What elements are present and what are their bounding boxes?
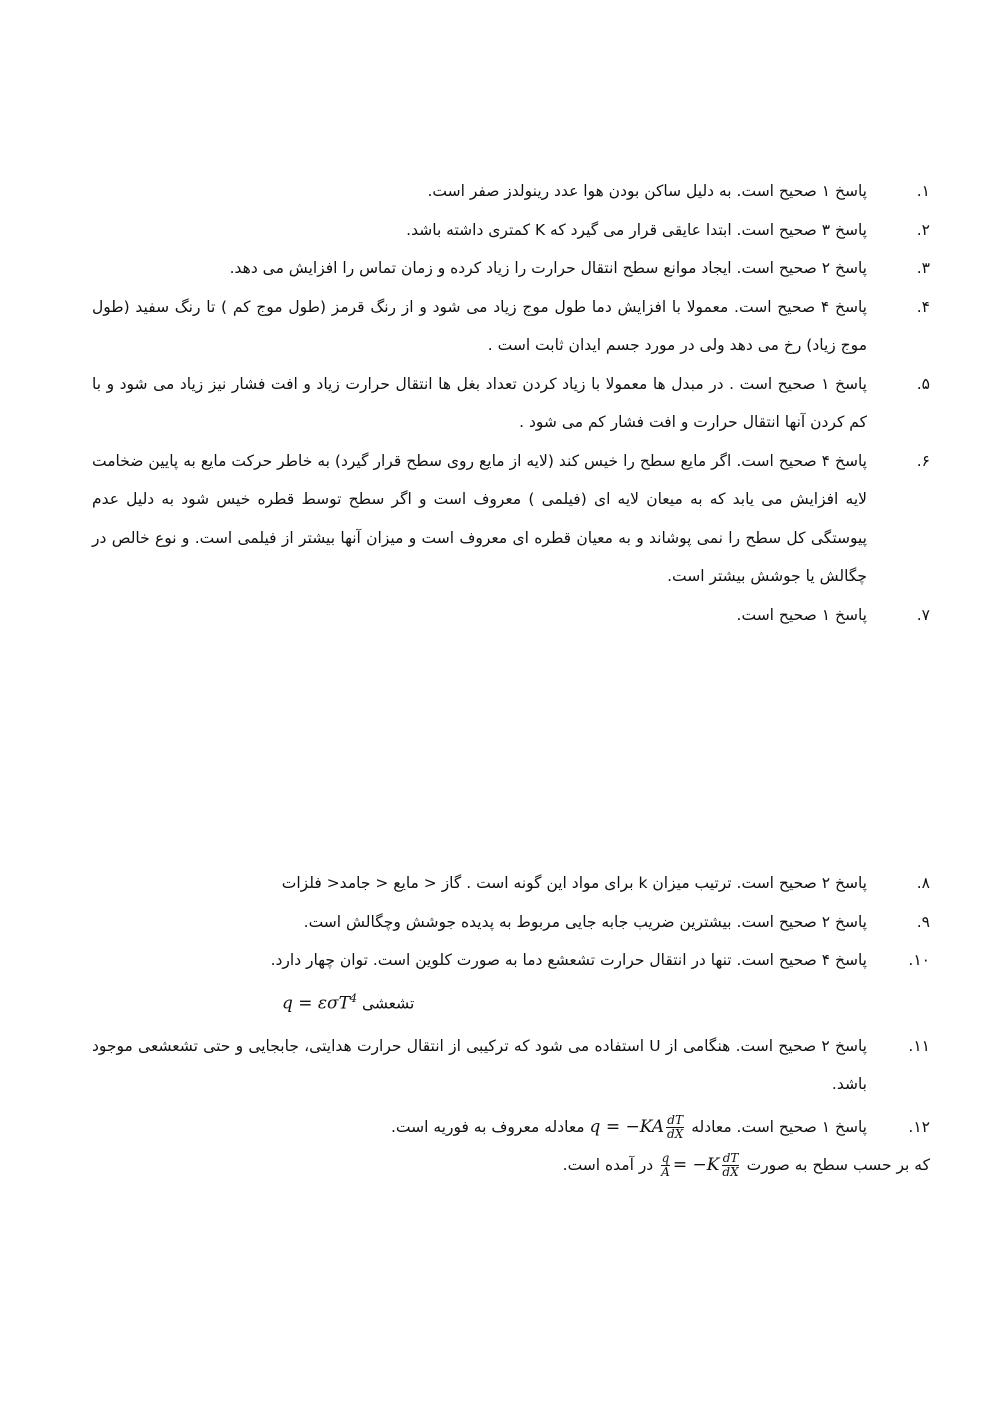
fraction-denominator: dX xyxy=(722,1165,739,1180)
answer-item-11 xyxy=(92,1027,930,1104)
answer-item-1 xyxy=(92,172,930,211)
answer-item-4 xyxy=(92,288,930,365)
formula-exponent: 4 xyxy=(350,991,357,1005)
answer-text: پاسخ ۲ صحیح است. هنگامی از U استفاده می شود که ترکیبی از انتقال حرارت هدایتی، جابجایی و حتی تشعشعی موجود باشد. xyxy=(92,1036,867,1094)
answer-item-9 xyxy=(92,903,930,942)
answer-item-8 xyxy=(92,864,930,903)
heat-flux-formula xyxy=(658,1146,742,1185)
line2-prefix: که بر حسب سطح به صورت xyxy=(746,1156,930,1175)
answer-text: پاسخ ۱ صحیح است . در مبدل ها معمولا با زیاد کردن تعداد بغل ها انتقال حرارت زیاد و افت فشار نیز زیاد می شود و با کم کردن آنها انتقال حرارت و افت فشار کم می شود . xyxy=(92,374,867,431)
answer-number: ۱۲. xyxy=(908,1117,930,1136)
answer-text: پاسخ ۲ صحیح است. ترتیب میزان k برای مواد این گونه است . گاز < مایع < جامد< فلزات xyxy=(281,874,867,892)
answer-suffix: معادله معروف به فوریه است. xyxy=(390,1117,585,1136)
answers-section-2 xyxy=(92,864,930,1185)
answer-item-10 xyxy=(92,941,930,980)
fraction-denominator: A xyxy=(661,1165,670,1180)
answer-text: پاسخ ۲ صحیح است. بیشترین ضریب جابه جایی مربوط به پدیده جوشش وچگالش است. xyxy=(303,912,867,931)
answer-12-continuation xyxy=(92,1146,930,1185)
answer-text xyxy=(92,1108,867,1147)
answers-section-1 xyxy=(92,172,930,634)
fraction xyxy=(660,1152,671,1179)
answer-number: ۵. xyxy=(916,374,930,393)
answer-item-6 xyxy=(92,442,930,596)
answer-number: ۲. xyxy=(916,220,930,239)
formula-body: q = εσT xyxy=(282,993,350,1014)
answer-number: ۱۱. xyxy=(908,1036,930,1055)
fraction-numerator: dT xyxy=(667,1112,683,1127)
answer-text: پاسخ ۱ صحیح است. به دلیل ساکن بودن هوا عدد رینولدز صفر است. xyxy=(427,182,867,200)
answer-item-3 xyxy=(92,249,930,288)
answer-number: ۷. xyxy=(916,605,930,624)
formula-mid: = −K xyxy=(672,1155,720,1176)
answer-item-12 xyxy=(92,1108,930,1147)
fraction xyxy=(721,1152,739,1179)
stefan-boltzmann-formula xyxy=(282,980,357,1023)
answer-item-7 xyxy=(92,596,930,635)
formula-label: تشعشی xyxy=(361,994,415,1013)
fraction-numerator: dT xyxy=(722,1151,739,1166)
fraction xyxy=(666,1114,684,1141)
answer-number: ۸. xyxy=(916,874,930,892)
radiation-formula-line xyxy=(92,980,835,1023)
answer-number: ۳. xyxy=(916,259,930,277)
fraction-numerator: q xyxy=(661,1151,670,1166)
formula-left: q = −KA xyxy=(589,1116,665,1137)
answer-text: پاسخ ۱ صحیح است. xyxy=(736,605,867,624)
answer-number: ۶. xyxy=(916,451,930,470)
answer-text: پاسخ ۳ صحیح است. ابتدا عایقی قرار می گیرد که K کمتری داشته باشد. xyxy=(406,220,867,239)
answer-text: پاسخ ۴ صحیح است. تنها در انتقال حرارت تشعشع دما به صورت کلوین است. توان چهار دارد. xyxy=(270,951,867,969)
answer-text: پاسخ ۲ صحیح است. ایجاد موانع سطح انتقال حرارت را زیاد کرده و زمان تماس را افزایش می دهد. xyxy=(229,259,867,277)
fraction-denominator: dX xyxy=(667,1126,684,1141)
line2-suffix: در آمده است. xyxy=(562,1156,654,1175)
answer-text: پاسخ ۴ صحیح است. اگر مایع سطح را خیس کند (لایه از مایع روی سطح قرار گیرد) به خاطر حرکت مایع به پایین ضخامت لایه افزایش می یابد که به میعان لایه ای (فیلمی ) معروف است و اگر سطح توسط قطره خیس شود به دلیل عدم پیوستگی کل سطح را نمی پوشاند و به معیان قطره ای معروف است و میزان آنها بیشتر از فیلمی است. و نوع خالص در چگالش یا جوشش بیشتر است. xyxy=(92,451,867,585)
answer-text: پاسخ ۴ صحیح است. معمولا با افزایش دما طول موج زیاد می شود و از رنگ قرمز (طول موج کم ) تا رنگ سفید (طول موج زیاد) رخ می دهد ولی در مورد جسم ایدان ثابت است . xyxy=(92,297,867,354)
answer-prefix: پاسخ ۱ صحیح است. معادله xyxy=(691,1117,867,1136)
answer-number: ۱. xyxy=(916,182,930,200)
fourier-law-formula xyxy=(590,1108,687,1147)
answer-number: ۴. xyxy=(916,297,930,316)
answer-number: ۹. xyxy=(916,912,930,931)
answer-item-5 xyxy=(92,365,930,442)
answer-number: ۱۰. xyxy=(908,951,930,969)
answer-item-2 xyxy=(92,211,930,250)
